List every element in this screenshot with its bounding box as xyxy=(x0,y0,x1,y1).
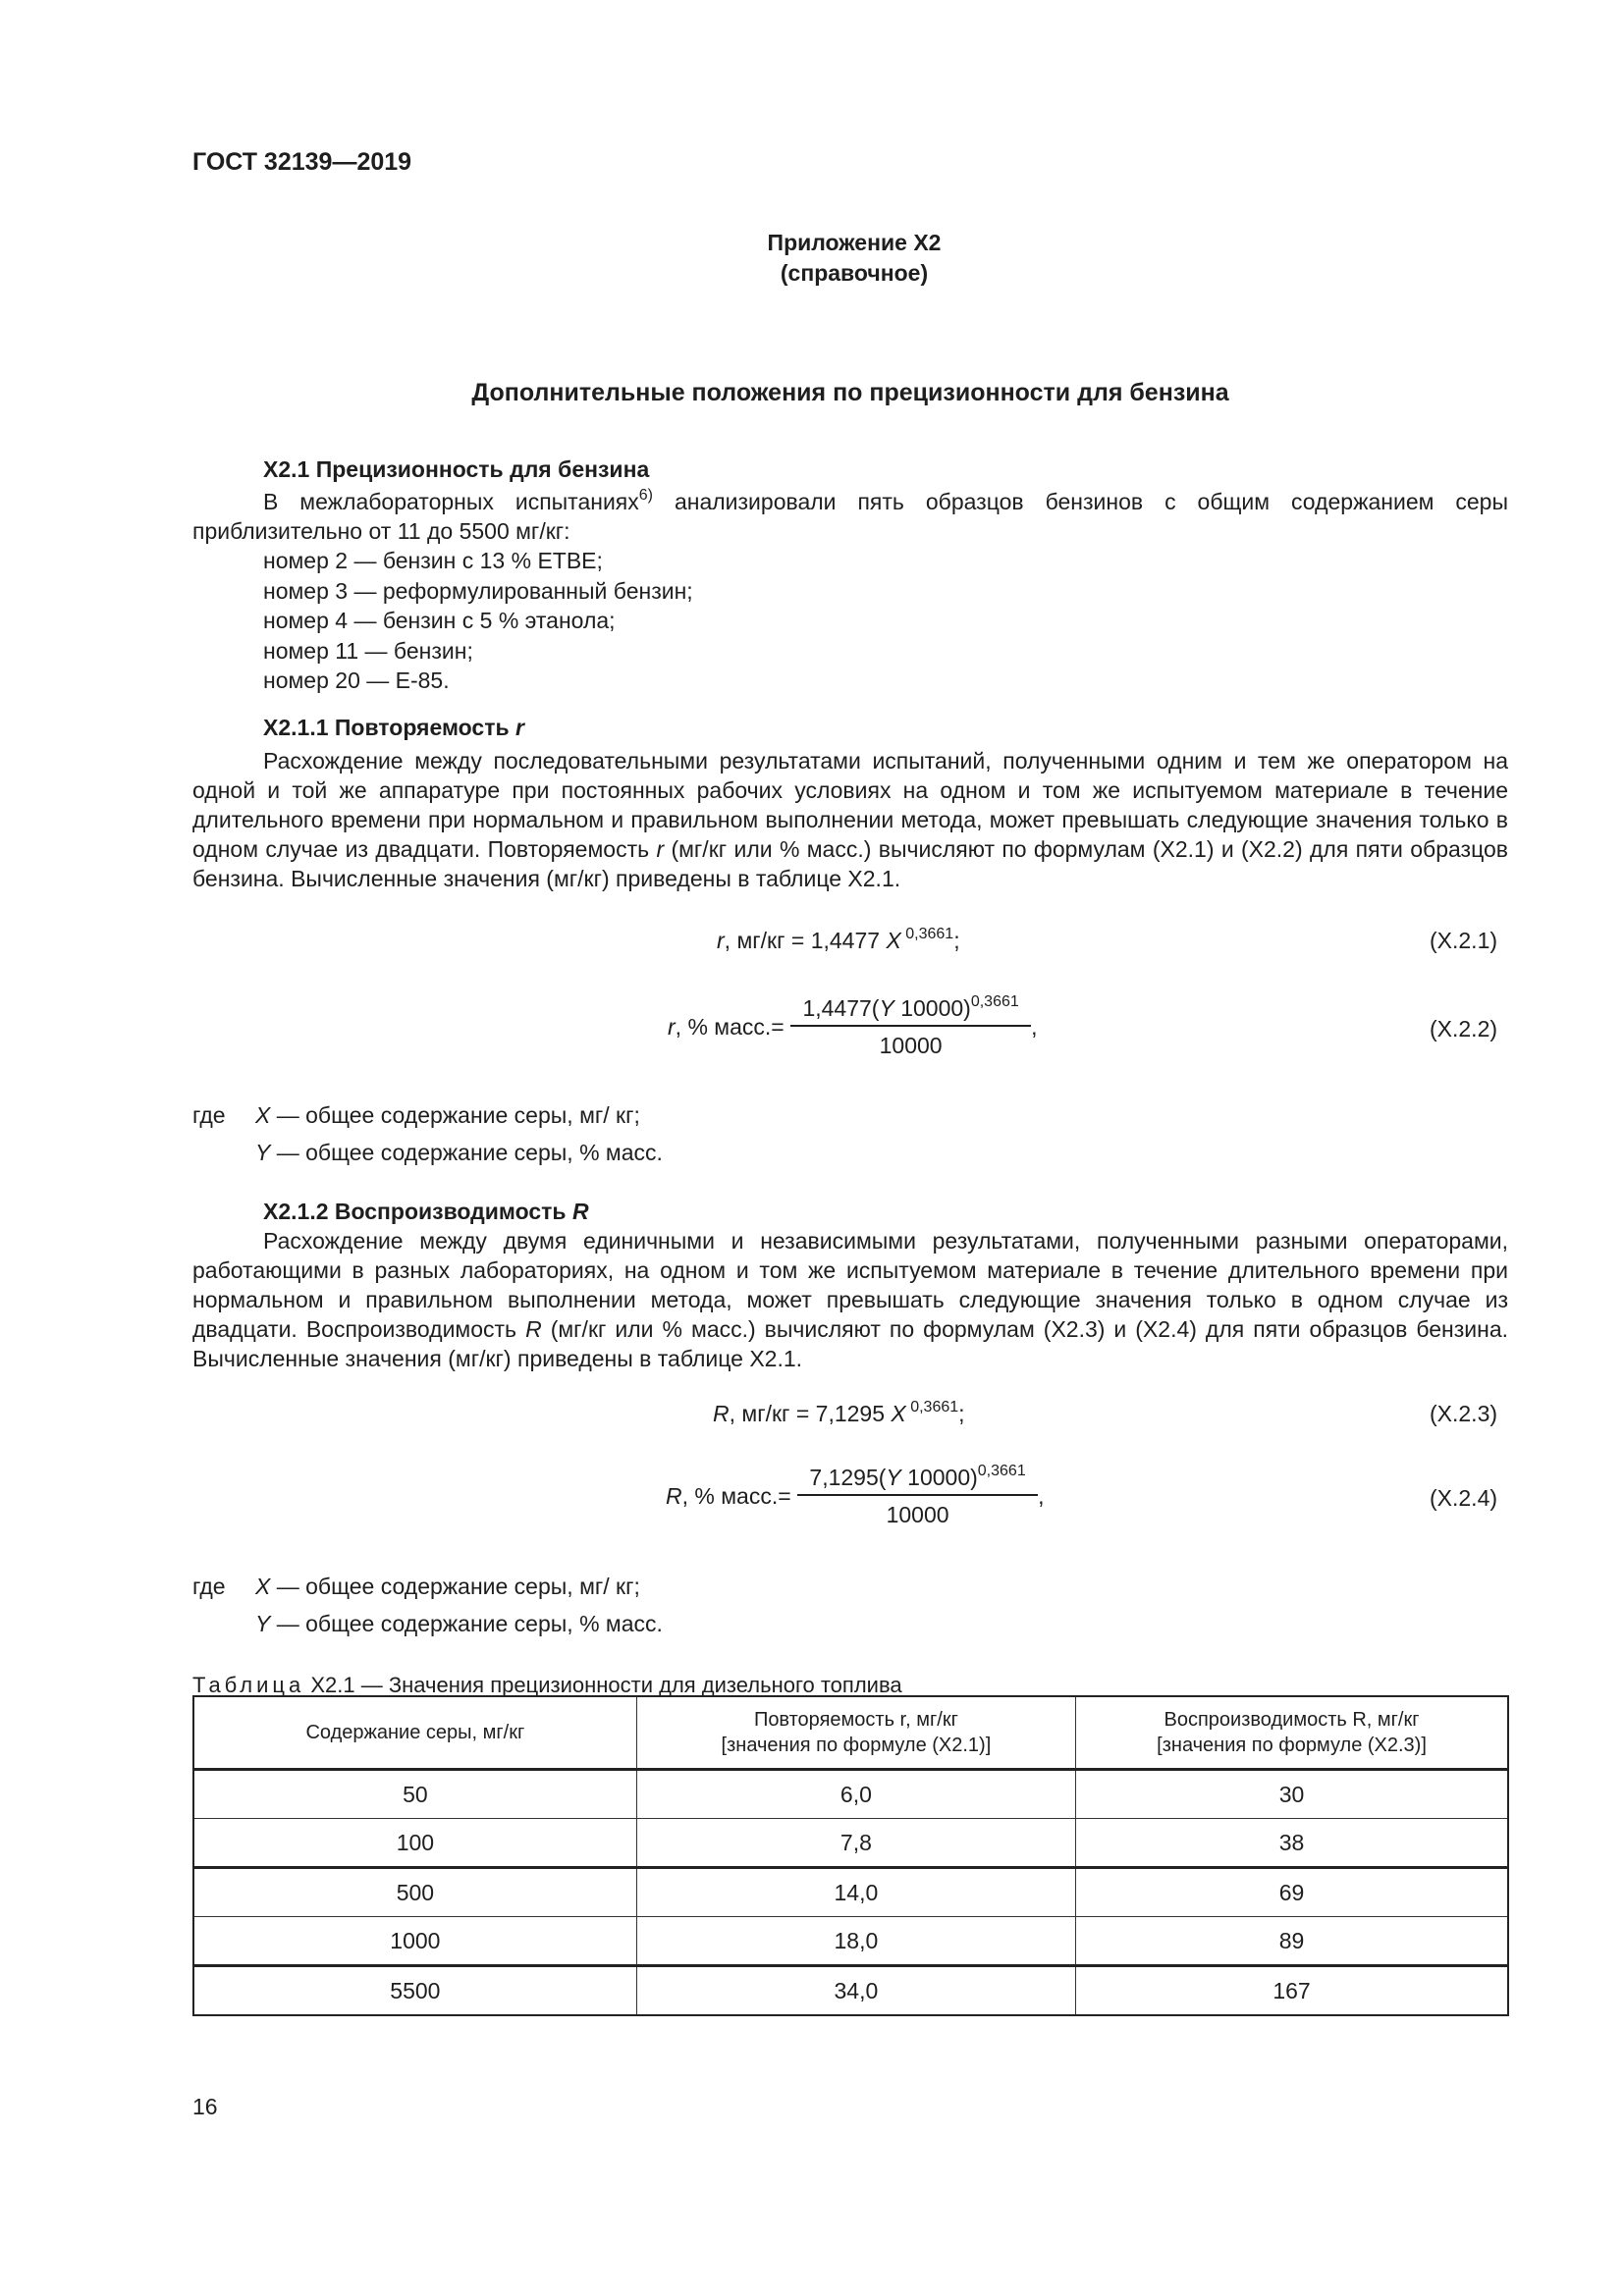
x211-paragraph: Расхождение между последовательными результатами испытаний, полученными одним и тем же оператором на одной и той же аппаратуре при постоянных рабочих условиях на одном и том же испытуемом материале в течение длительного времени при нормальном и правильном выполнении метода, может превышать следующие значения только в одном случае из двадцати. Повторяемость r (мг/кг или % масс.) вычисляют по формулам (Х2.1) и (Х2.2) для пяти образцов бензина. Вычисленные значения (мг/кг) приведены в таблице Х2.1. xyxy=(192,748,1509,891)
table-row xyxy=(193,1868,1508,1917)
list-item: номер 2 — бензин с 13 % ETBE; xyxy=(263,548,603,573)
table-row xyxy=(193,1770,1508,1819)
where-label: где xyxy=(192,1102,226,1128)
document-header: ГОСТ 32139—2019 xyxy=(192,148,412,176)
formula-x2-1: r, мг/кг = 1,4477 X $^{0,3661}$; xyxy=(717,926,960,953)
table-caption: Таблица Х2.1 — Значения прецизионности для дизельного топлива xyxy=(192,1673,902,1697)
table-header-cell: Содержание серы, мг/кг xyxy=(193,1696,636,1770)
table-cell: 18,0 xyxy=(636,1917,1075,1966)
formula-x2-2: r, % масс.= $\frac{1,4477(Y 10000)^{0,3661}}{10000}$ , xyxy=(668,993,1038,1058)
list-item: номер 11 — бензин; xyxy=(263,637,473,664)
table-cell: 6,0 xyxy=(636,1770,1075,1819)
formula-number: (Х.2.2) xyxy=(1430,1016,1498,1041)
table-header-cell: Повторяемость r, мг/кг [значения по формуле (Х2.1)] xyxy=(636,1696,1075,1770)
table-header-row xyxy=(193,1696,1508,1770)
where-label: где xyxy=(192,1574,226,1599)
table-cell: 69 xyxy=(1076,1868,1508,1917)
definition-y: Y — общее содержание серы, % масс. xyxy=(255,1140,663,1165)
table-cell: 5500 xyxy=(193,1966,636,2016)
formula-number: (Х.2.3) xyxy=(1430,1401,1498,1426)
formula-x2-4: R, % масс.= $\frac{7,1295(Y 10000)^{0,3661}}{10000}$ , xyxy=(666,1463,1045,1527)
precision-table xyxy=(192,1695,1509,2016)
definition-x: X — общее содержание серы, мг/ кг; xyxy=(255,1102,640,1128)
formula-number: (Х.2.1) xyxy=(1430,928,1498,953)
appendix-subtitle: (справочное) xyxy=(780,260,929,286)
table-cell: 89 xyxy=(1076,1917,1508,1966)
table-cell: 50 xyxy=(193,1770,636,1819)
table-cell: 167 xyxy=(1076,1966,1508,2016)
formula-x2-3: R, мг/кг = 7,1295 X $^{0,3661}$; xyxy=(713,1399,965,1426)
section-title: Дополнительные положения по прецизионности для бензина xyxy=(471,379,1229,406)
definition-y: Y — общее содержание серы, % масс. xyxy=(255,1611,663,1636)
x212-heading: Х2.1.2 Воспроизводимость R xyxy=(263,1199,589,1224)
x21-sample-list xyxy=(263,546,693,696)
table-row xyxy=(193,1966,1508,2016)
x21-intro: В межлабораторных испытаниях$^{6)}$ анализировали пять образцов бензинов с общим содержанием серы приблизительно от 11 до 5500 мг/кг: xyxy=(192,487,1508,544)
list-item: номер 4 — бензин с 5 % этанола; xyxy=(263,608,616,633)
definition-x: X — общее содержание серы, мг/ кг; xyxy=(255,1574,640,1599)
list-item: номер 3 — реформулированный бензин; xyxy=(263,577,693,604)
table-cell: 14,0 xyxy=(636,1868,1075,1917)
table-row xyxy=(193,1819,1508,1868)
table-header-cell: Воспроизводимость R, мг/кг [значения по формуле (Х2.3)] xyxy=(1076,1696,1508,1770)
x21-heading: Х2.1 Прецизионность для бензина xyxy=(263,456,650,482)
table-cell: 1000 xyxy=(193,1917,636,1966)
list-item: номер 20 — Е-85. xyxy=(263,667,450,693)
page-number: 16 xyxy=(192,2094,218,2119)
table-cell: 7,8 xyxy=(636,1819,1075,1868)
appendix-title: Приложение Х2 xyxy=(767,230,942,255)
table-cell: 500 xyxy=(193,1868,636,1917)
table-row xyxy=(193,1917,1508,1966)
table-cell: 38 xyxy=(1076,1819,1508,1868)
table-cell: 30 xyxy=(1076,1770,1508,1819)
table-cell: 34,0 xyxy=(636,1966,1075,2016)
x212-paragraph: Расхождение между двумя единичными и независимыми результатами, полученными разными операторами, работающими в разных лабораториях, на одном и том же испытуемом материале в течение длительного времени при нормальном и правильном выполнении метода, может превышать следующие значения только в одном случае из двадцати. Воспроизводимость R (мг/кг или % масс.) вычисляют по формулам (Х2.3) и (Х2.4) для пяти образцов бензина. Вычисленные значения (мг/кг) приведены в таблице Х2.1. xyxy=(192,1228,1509,1371)
x211-heading: Х2.1.1 Повторяемость r xyxy=(263,715,524,740)
table-cell: 100 xyxy=(193,1819,636,1868)
formula-number: (Х.2.4) xyxy=(1430,1485,1498,1511)
